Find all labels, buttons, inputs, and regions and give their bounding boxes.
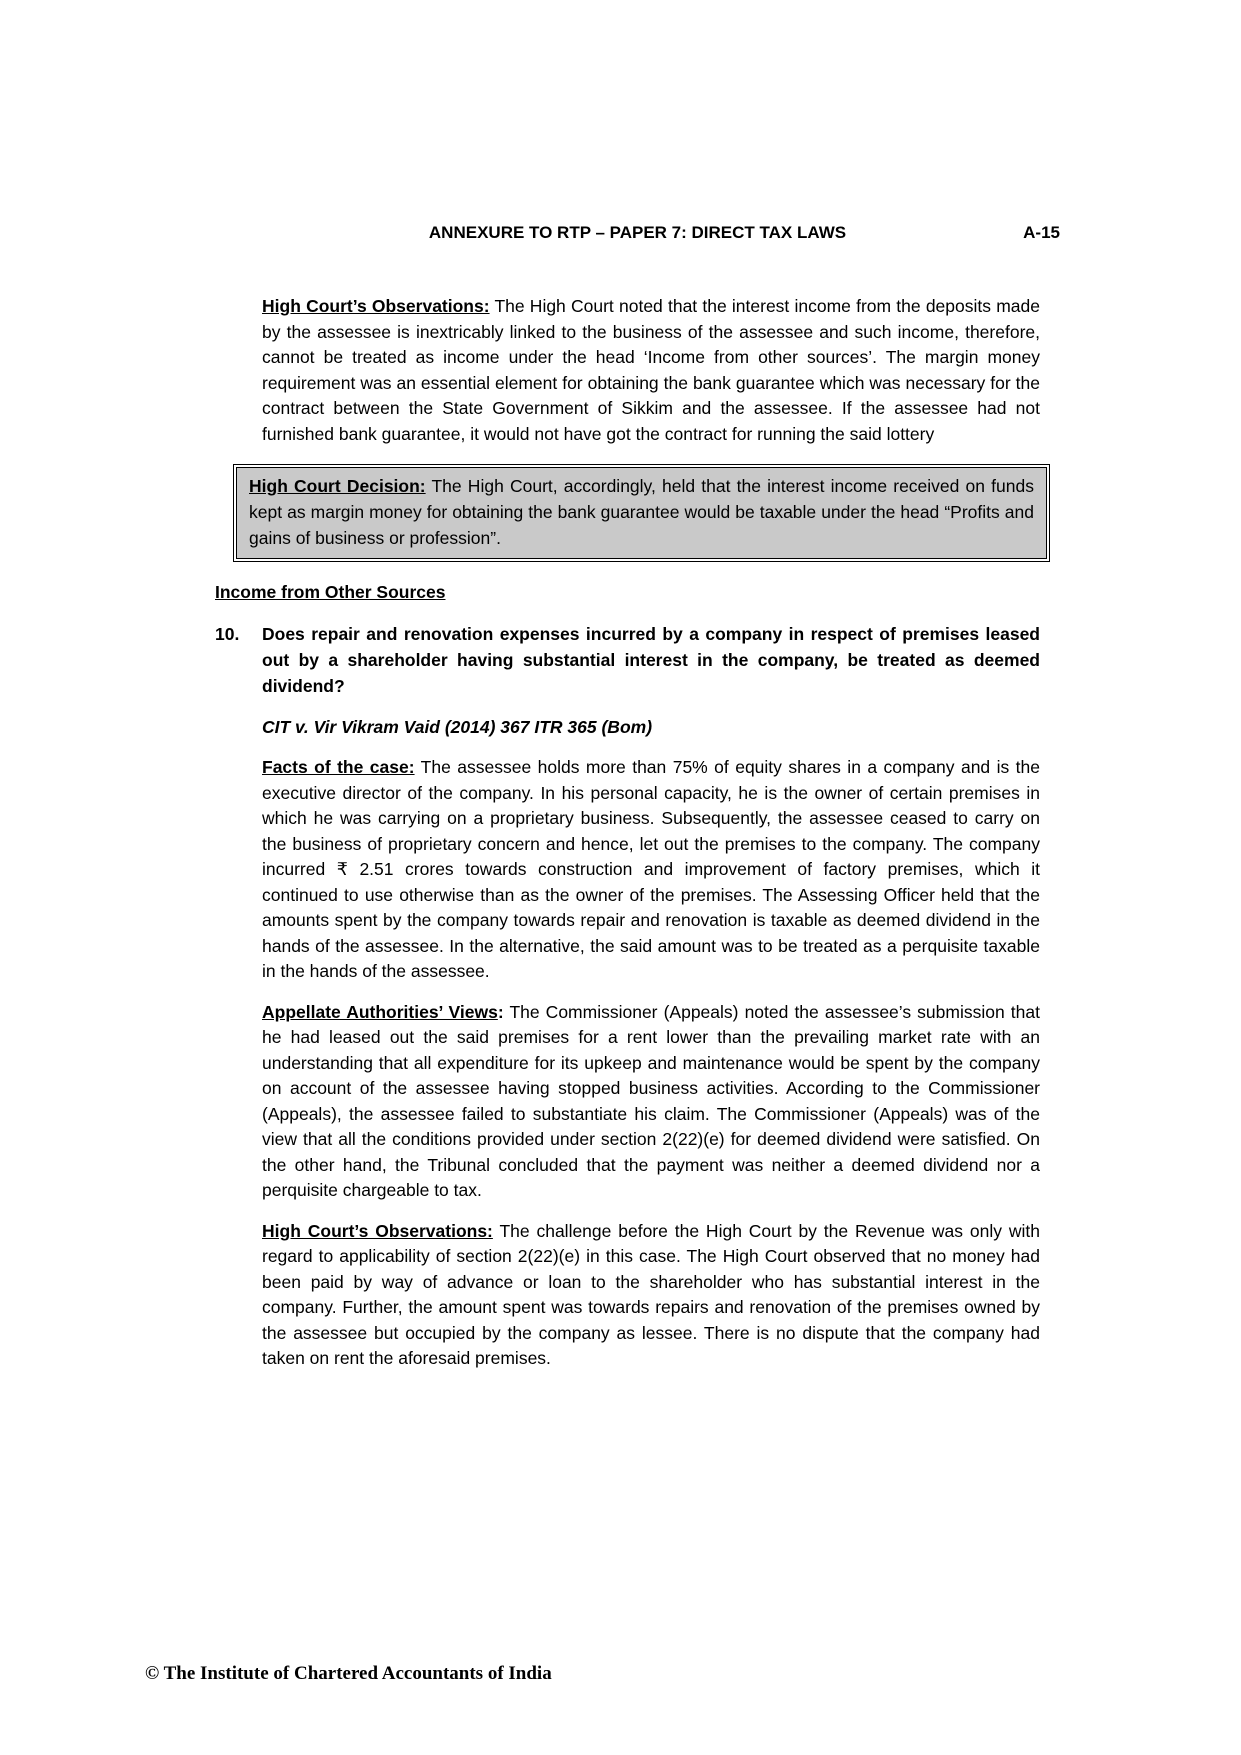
paragraph-hc-observations-1: [262, 294, 1040, 447]
paragraph-appellate-views: [262, 1000, 1040, 1204]
section-heading-income-other-sources: Income from Other Sources: [215, 582, 446, 602]
paragraph-hc-observations-2: [262, 1219, 1040, 1372]
paragraph-facts: [262, 755, 1040, 985]
case-citation: CIT v. Vir Vikram Vaid (2014) 367 ITR 365 (Bom): [262, 717, 653, 737]
footer-copyright: © The Institute of Chartered Accountants of India: [145, 1663, 552, 1684]
hc-observations-1-body: The High Court noted that the interest income from the deposits made by the assessee is inextricably linked to the business of the assessee and such income, therefore, cannot be treated as income under the head ‘Income from other sources’. The margin money requirement was an essential element for obtaining the bank guarantee which was necessary for the contract between the State Government of Sikkim and the assessee. If the assessee had not furnished bank guarantee, it would not have got the contract for running the said lottery: [262, 296, 1040, 444]
appellate-views-lead: Appellate Authorities’ Views: [262, 1001, 498, 1022]
header-title: ANNEXURE TO RTP – PAPER 7: DIRECT TAX LAWS: [428, 223, 847, 242]
appellate-views-body: The Commissioner (Appeals) noted the assessee’s submission that he had leased out the said premises for a rent lower than the prevailing market rate with an understanding that all expenditure for its upkeep and maintenance would be spent by the company on account of the assessee having stopped business activities. According to the Commissioner (Appeals), the assessee failed to substantiate his claim. The Commissioner (Appeals) was of the view that all the conditions provided under section 2(22)(e) for deemed dividend were satisfied. On the other hand, the Tribunal concluded that the payment was neither a deemed dividend nor a perquisite chargeable to tax.: [262, 1001, 1040, 1200]
facts-body: The assessee holds more than 75% of equity shares in a company and is the executive director of the company. In his personal capacity, he is the owner of certain premises in which he was carrying on a proprietary business. Subsequently, the assessee ceased to carry on the business of proprietary concern and hence, let out the premises to the company. The company incurred ₹ 2.51 crores towards construction and improvement of factory premises, which it continued to use otherwise than as the owner of the premises. The Assessing Officer held that the amounts spent by the company towards repair and renovation is taxable as deemed dividend in the hands of the assessee. In the alternative, the said amount was to be treated as a perquisite taxable in the hands of the assessee.: [262, 757, 1041, 981]
decision-box: [233, 464, 1050, 562]
decision-body: The High Court, accordingly, held that the interest income received on funds kept as margin money for obtaining the bank guarantee would be taxable under the head “Profits and gains of business or profession”.: [249, 476, 1034, 548]
content-column: [215, 222, 1060, 1387]
hc-observations-2-lead: High Court’s Observations:: [262, 1220, 493, 1241]
page-number: A-15: [1023, 223, 1060, 242]
decision-lead: High Court Decision:: [249, 476, 426, 496]
page-header: [215, 222, 1060, 244]
hc-observations-2-body: The challenge before the High Court by the Revenue was only with regard to applicability of section 2(22)(e) in this case. The High Court observed that no money had been paid by way of advance or loan to the shareholder who has substantial interest in the company. Further, the amount spent was towards repairs and renovation of the premises owned by the assessee but occupied by the company as lessee. There is no dispute that the company had taken on rent the aforesaid premises.: [262, 1220, 1040, 1368]
question-10-number: 10.: [215, 624, 240, 644]
facts-lead: Facts of the case:: [262, 757, 415, 777]
question-10-text: Does repair and renovation expenses incurred by a company in respect of premises leased out by a shareholder having substantial interest in the company, be treated as deemed dividend?: [262, 624, 1040, 696]
paragraph-decision: [249, 473, 1034, 551]
hc-observations-1-lead: High Court’s Observations:: [262, 296, 490, 316]
appellate-views-colon: :: [497, 1001, 504, 1022]
question-10: [215, 621, 1040, 699]
